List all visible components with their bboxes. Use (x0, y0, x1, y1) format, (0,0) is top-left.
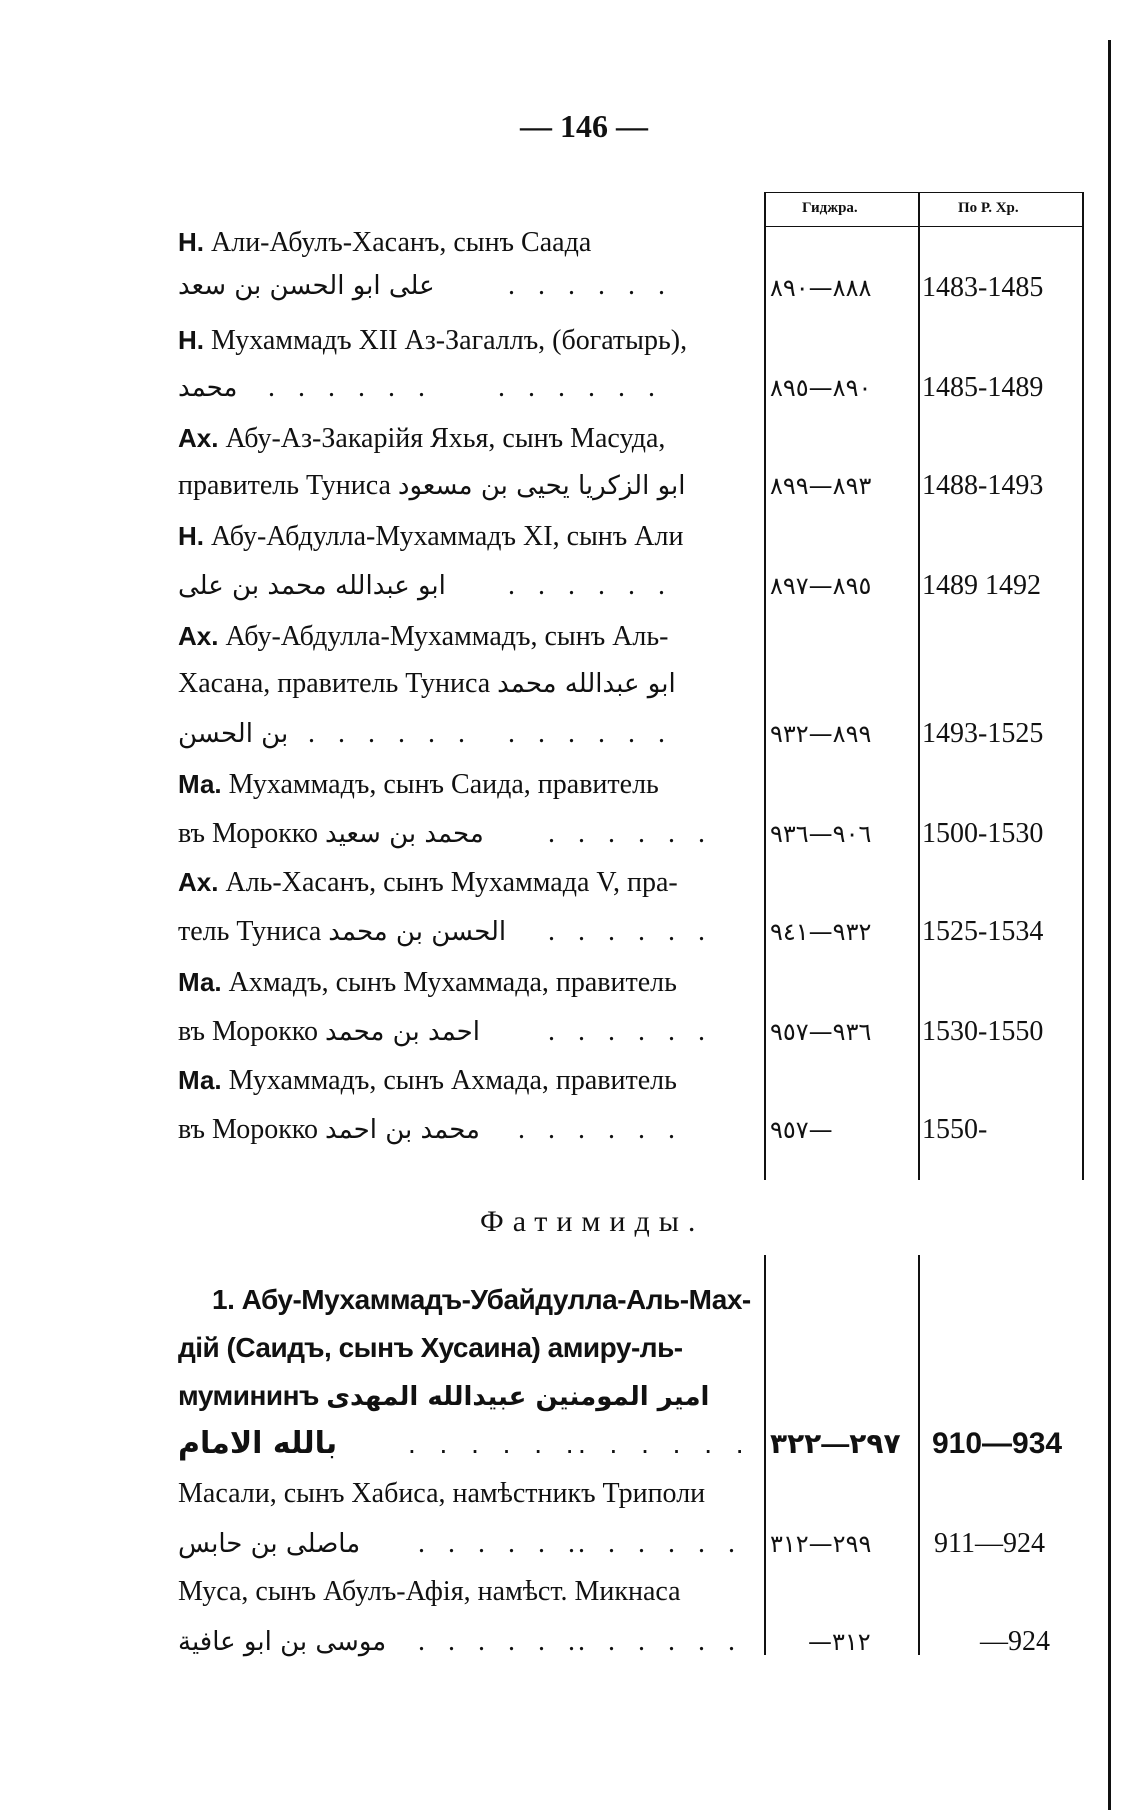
fatimid-arabic-line: موسی بن ابو عافیة . . . . . . . . . . . . (178, 1626, 743, 1657)
entry-text: Ах. Абу-Аз-Закарійя Яхья, сынъ Масуда, (178, 423, 666, 454)
table-rule-left (764, 192, 766, 1180)
entry-arabic-line: правитель Туниса ابو الزکریا یحیی بن مسعود (178, 470, 686, 501)
entry-arabic-line: محمد . . . . . . . . . . . . (178, 372, 663, 403)
fatimid-entry-line: Муса, сынъ Абулъ-Афія, намѣст. Микнаса (178, 1576, 681, 1607)
arabic-name: بالله الامام (178, 1426, 338, 1461)
hijra-cell: ٢٩٩—٣١٢ (770, 1530, 872, 1558)
hijra-cell: ٨٩٠—٨٩٥ (770, 374, 872, 402)
arabic-name: احمد بن محمد (325, 1017, 480, 1047)
christ-cell: 910—934 (932, 1427, 1063, 1460)
hijra-cell: ٨٨٨—٨٩٠ (770, 274, 872, 302)
entry-arabic-line: علی ابو الحسن بن سعد . . . . . . (178, 270, 673, 301)
arabic-name: علی ابو الحسن بن سعد (178, 271, 435, 301)
hijra-cell: ٩٥٧— (770, 1116, 833, 1144)
christ-cell: 1485-1489 (922, 372, 1044, 403)
christ-cell: 911—924 (934, 1528, 1045, 1559)
hijra-cell: ٩٣٢—٩٤١ (770, 918, 872, 946)
christ-cell: 1550- (922, 1114, 988, 1145)
page-edge-rule (1108, 40, 1111, 1810)
entry-text: Хасана, правитель Туниса ابو عبدالله محمد (178, 668, 676, 699)
hijra-cell: ٨٩٩—٩٣٢ (770, 720, 872, 748)
entry-arabic-line: въ Морокко محمد بن احمد . . . . . . (178, 1114, 683, 1145)
entry-arabic-line: ابو عبدالله محمد بن علی . . . . . . (178, 570, 673, 601)
hijra-cell: —٣١٢ (808, 1628, 871, 1656)
table-header-top (764, 192, 1084, 193)
arabic-name: ابو عبدالله محمد (497, 669, 676, 699)
arabic-name: محمد (178, 373, 238, 403)
arabic-name: الحسن بن محمد (328, 917, 507, 947)
hijra-cell: ٢٩٧—٣٢٢ (770, 1428, 901, 1459)
entry-text: Н. Али-Абулъ-Хасанъ, сынъ Саада (178, 227, 592, 258)
entry-arabic-line: въ Морокко محمد بن سعید . . . . . . (178, 818, 713, 849)
entry-text: Ах. Абу-Абдулла-Мухаммадъ, сынъ Аль- (178, 621, 669, 652)
entry-text: Ма. Мухаммадъ, сынъ Ахмада, правитель (178, 1065, 677, 1096)
christ-cell: —924 (980, 1626, 1050, 1657)
fatimid-entry-line: Масали, сынъ Хабиса, намѣстникъ Триполи (178, 1478, 706, 1509)
christ-cell: 1530-1550 (922, 1016, 1044, 1047)
entry-text: Ах. Аль-Хасанъ, сынъ Мухаммада V, пра- (178, 867, 678, 898)
christ-cell: 1488-1493 (922, 470, 1044, 501)
christ-cell: 1483-1485 (922, 272, 1044, 303)
fatimid-entry-line: 1. Абу-Мухаммадъ-Убайдулла-Аль-Мах- (212, 1284, 751, 1315)
entry-arabic-line: въ Морокко احمد بن محمد . . . . . . (178, 1016, 713, 1047)
entry-arabic-line: بن الحسن . . . . . . . . . . . . (178, 718, 673, 749)
christ-cell: 1493-1525 (922, 718, 1044, 749)
fatimid-entry-line: мумининъ امیر المومنین عبیدالله المهدی (178, 1380, 710, 1412)
column-header-christ: По Р. Хр. (958, 200, 1019, 216)
arabic-name: موسی بن ابو عافیة (178, 1627, 387, 1657)
arabic-name: ابو عبدالله محمد بن علی (178, 571, 446, 601)
page-number: — 146 — (520, 108, 648, 144)
hijra-cell: ٨٩٣—٨٩٩ (770, 472, 872, 500)
fatimid-arabic-line: بالله الامام . . . . . . . . . . . . (178, 1426, 752, 1461)
entry-text: Н. Мухаммадъ XII Аз-Загаллъ, (богатырь), (178, 325, 688, 356)
fatimid-entry-line: дій (Саидъ, сынъ Хусаина) амиру-ль- (178, 1332, 683, 1363)
entry-text: Н. Абу-Абдулла-Мухаммадъ XI, сынъ Али (178, 521, 684, 552)
christ-cell: 1489 1492 (922, 570, 1041, 601)
fatimid-arabic-line: ماصلی بن حابس . . . . . . . . . . . . (178, 1528, 743, 1559)
entry-text: Ма. Ахмадъ, сынъ Мухаммада, правитель (178, 967, 677, 998)
arabic-name: بن الحسن (178, 719, 289, 749)
section-heading: Фатимиды. (480, 1205, 705, 1238)
column-header-hijra: Гиджра. (802, 200, 858, 216)
hijra-cell: ٩٣٦—٩٥٧ (770, 1018, 872, 1046)
entry-arabic-line: тель Туниса الحسن بن محمد . . . . . . (178, 916, 713, 947)
arabic-name: محمد بن سعید (325, 819, 484, 849)
christ-cell: 1525-1534 (922, 916, 1044, 947)
arabic-name: ماصلی بن حابس (178, 1529, 361, 1559)
arabic-name: امیر المومنین عبیدالله المهدی (326, 1382, 710, 1412)
hijra-cell: ٨٩٥—٨٩٧ (770, 572, 872, 600)
arabic-name: ابو الزکریا یحیی بن مسعود (397, 471, 686, 501)
entry-text: Ма. Мухаммадъ, сынъ Саида, правитель (178, 769, 659, 800)
table-rule-right (1082, 192, 1084, 1180)
christ-cell: 1500-1530 (922, 818, 1044, 849)
table-header-bottom (764, 226, 1084, 227)
hijra-cell: ٩٠٦—٩٣٦ (770, 820, 872, 848)
arabic-name: محمد بن احمد (325, 1115, 480, 1145)
